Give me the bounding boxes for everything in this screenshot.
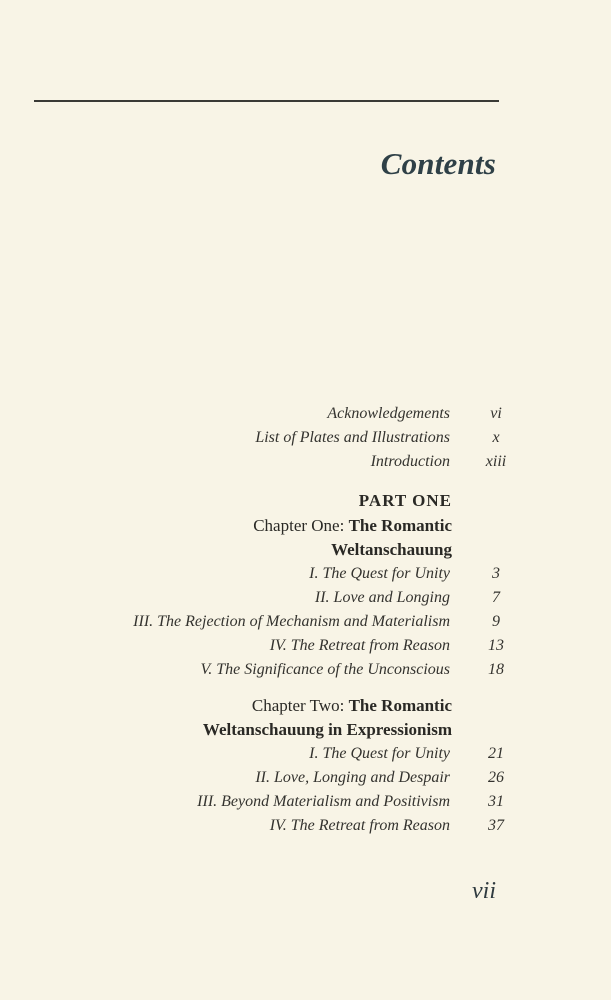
- toc-entry-label: III. Beyond Materialism and Positivism: [197, 793, 450, 810]
- chapter-title-line1: The Romantic: [348, 516, 452, 535]
- page-number: vii: [472, 878, 496, 904]
- toc-entry: [0, 766, 611, 790]
- chapter-heading-line2: [0, 538, 611, 562]
- chapter-heading: [0, 514, 611, 538]
- toc-entry-label: Introduction: [370, 453, 450, 470]
- toc-entry-label: IV. The Retreat from Reason: [269, 817, 450, 834]
- toc-entry-page: 3: [492, 565, 500, 582]
- part-heading: PART ONE: [358, 491, 452, 510]
- toc-entry-page: 9: [492, 613, 500, 630]
- toc-entry-page: 21: [488, 745, 504, 762]
- toc-entry-label: Acknowledgements: [327, 405, 450, 422]
- toc-entry-page: x: [492, 429, 500, 446]
- toc-entry-label: I. The Quest for Unity: [309, 565, 450, 582]
- toc-entry: [0, 562, 611, 586]
- table-of-contents: [0, 402, 611, 838]
- chapter-title-line2: Weltanschauung: [331, 540, 452, 559]
- toc-entry-page: 7: [492, 589, 500, 606]
- toc-entry-page: 26: [488, 769, 504, 786]
- toc-entry-page: 18: [488, 661, 504, 678]
- toc-entry: [0, 814, 611, 838]
- toc-entry-page: 31: [488, 793, 504, 810]
- toc-entry: [0, 402, 611, 426]
- toc-entry-label: I. The Quest for Unity: [309, 745, 450, 762]
- toc-entry-label: V. The Significance of the Unconscious: [200, 661, 450, 678]
- chapter-prefix: Chapter One:: [253, 516, 345, 535]
- toc-entry-page: 13: [488, 637, 504, 654]
- toc-entry-page: 37: [488, 817, 504, 834]
- toc-entry-label: II. Love, Longing and Despair: [255, 769, 450, 786]
- toc-entry: [0, 742, 611, 766]
- chapter-prefix: Chapter Two:: [251, 696, 345, 715]
- toc-entry-label: II. Love and Longing: [314, 589, 450, 606]
- page-title: Contents: [380, 146, 496, 181]
- toc-entry: [0, 610, 611, 634]
- toc-entry-page: vi: [490, 405, 502, 422]
- toc-entry: [0, 426, 611, 450]
- toc-entry-label: IV. The Retreat from Reason: [269, 637, 450, 654]
- chapter-title-line2: Weltanschauung in Expressionism: [202, 720, 452, 739]
- toc-entry: [0, 450, 611, 474]
- top-rule: [34, 100, 499, 102]
- chapter-heading: [0, 694, 611, 718]
- chapter-title-line1: The Romantic: [348, 696, 452, 715]
- toc-entry: [0, 790, 611, 814]
- toc-entry: [0, 634, 611, 658]
- toc-entry: [0, 586, 611, 610]
- toc-entry-page: xiii: [485, 453, 507, 470]
- toc-entry-label: III. The Rejection of Mechanism and Materialism: [133, 613, 450, 630]
- toc-entry: [0, 658, 611, 682]
- toc-entry-label: List of Plates and Illustrations: [255, 429, 450, 446]
- chapter-heading-line2: [0, 718, 611, 742]
